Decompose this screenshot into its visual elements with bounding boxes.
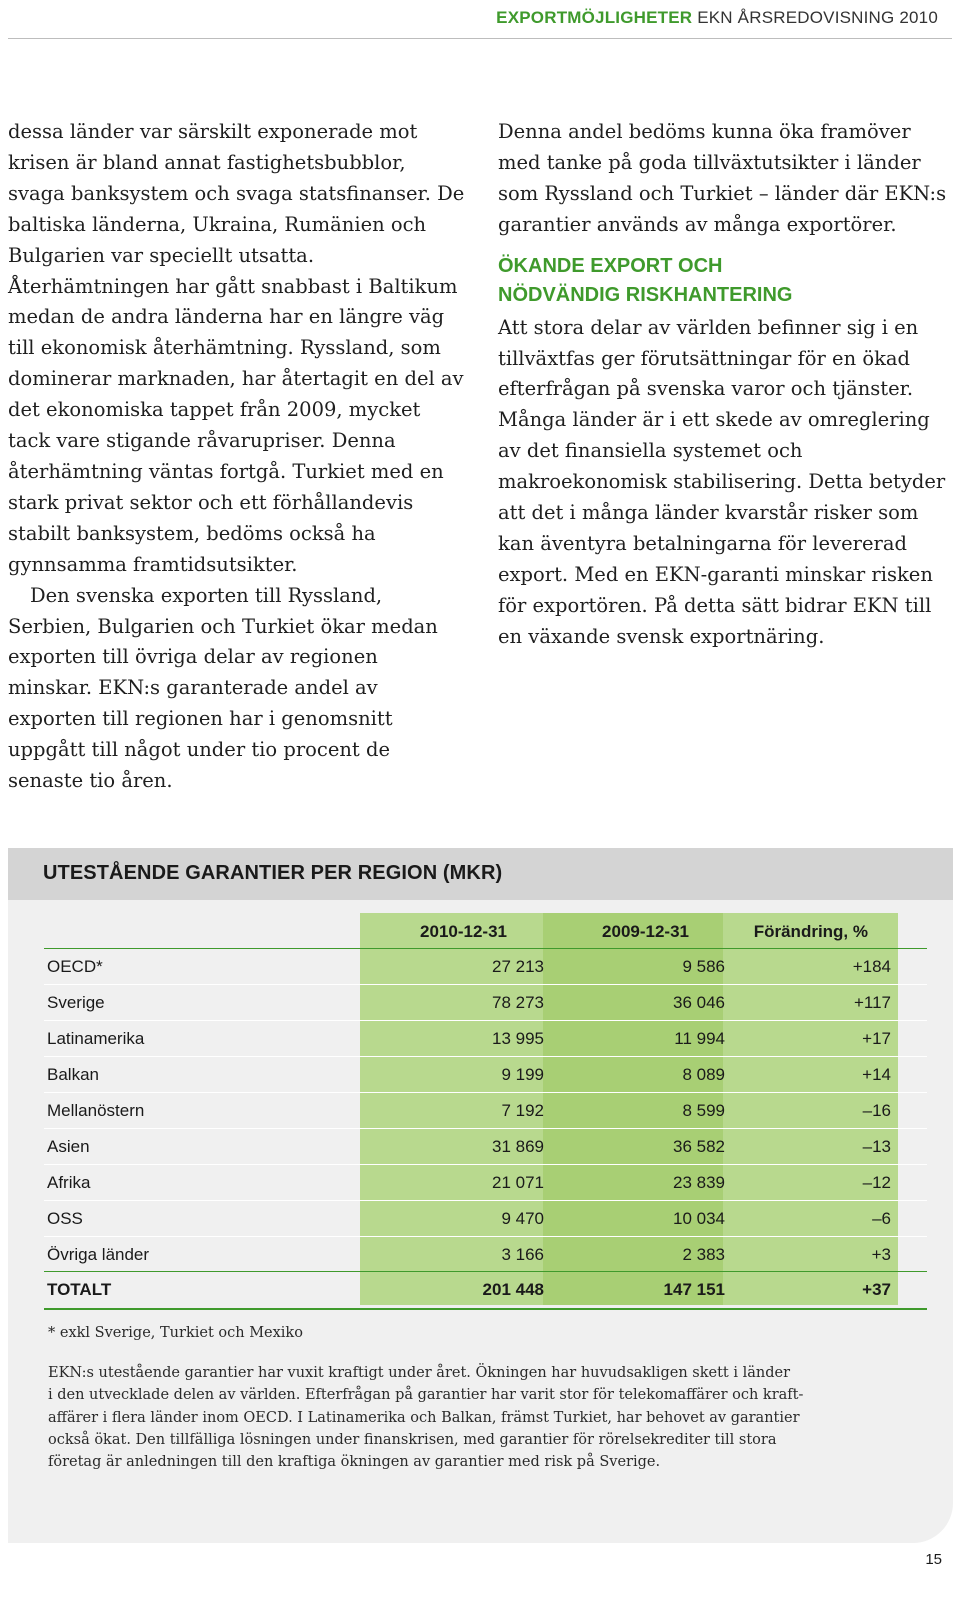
commentary-line: i den utvecklade delen av världen. Efterfrågan på garantier har varit stor för telekomaffärer och kraft-: [48, 1387, 804, 1404]
row-change: +117: [853, 993, 891, 1012]
page-number: 15: [925, 1551, 942, 1568]
column-header-change: Förändring, %: [753, 922, 868, 941]
table-commentary: [48, 1362, 908, 1473]
column-header-2010: 2010-12-31: [420, 922, 507, 941]
row-value-2010: 3 166: [501, 1245, 544, 1264]
commentary-line: affärer i flera länder inom OECD. I Latinamerika och Balkan, främst Turkiet, har behovet av garantier: [48, 1409, 800, 1426]
row-value-2010: 78 273: [492, 993, 544, 1012]
table-row: [44, 1020, 927, 1057]
guarantees-table-panel: [8, 848, 953, 1543]
header-rule: [8, 38, 952, 39]
row-label: OSS: [47, 1209, 83, 1228]
commentary-line: företag är anledningen till den kraftiga ökningen av garantier med risk på Sverige.: [48, 1454, 661, 1471]
row-value-2009: 10 034: [673, 1209, 725, 1228]
subheading-line-2: NÖDVÄNDIG RISKHANTERING: [498, 283, 793, 306]
row-value-2009: 23 839: [673, 1173, 725, 1192]
table-row: [44, 1092, 927, 1129]
row-label: OECD*: [47, 957, 103, 976]
row-value-2010: 13 995: [492, 1029, 544, 1048]
row-value-2010: 7 192: [501, 1101, 544, 1120]
total-change: +37: [862, 1280, 891, 1299]
table-row: [44, 1200, 927, 1237]
table-title: UTESTÅENDE GARANTIER PER REGION (MKR): [43, 862, 503, 884]
row-label: Övriga länder: [47, 1245, 150, 1264]
table-total-row: [44, 1271, 927, 1310]
left-paragraph-1: dessa länder var särskilt exponerade mot krisen är bland annat fastighetsbubblor, svaga banksystem och svaga statsfinanser. De baltiska länderna, Ukraina, Rumänien och Bulgarien var speciellt utsatta. Återhämtningen har gått snabbast i Baltikum medan de andra länderna har en längre väg till ekonomisk återhämtning. Ryssland, som dominerar marknaden, har återtagit en del av det ekonomiska tappet från 2009, mycket tack vare stigande råvarupriser. Denna återhämtning väntas fortgå. Turkiet med en stark privat sektor och ett förhållandevis stabilt banksystem, bedöms också ha gynnsamma framtidsutsikter.: [8, 120, 465, 576]
commentary-line: EKN:s utestående garantier har vuxit kraftigt under året. Ökningen har huvudsakligen skett i länder: [48, 1365, 791, 1381]
row-change: +3: [871, 1245, 891, 1264]
running-header: [496, 8, 938, 28]
row-value-2010: 27 213: [492, 957, 544, 976]
total-label: TOTALT: [47, 1280, 112, 1299]
commentary-line: också ökat. Den tillfälliga lösningen under finanskrisen, med garantier för rörelsekrediter till stora: [48, 1431, 777, 1448]
table-row: [44, 1128, 927, 1165]
total-value-2009: 147 151: [663, 1280, 725, 1299]
header-section: EXPORTMÖJLIGHETER: [496, 8, 693, 27]
right-text-column: [498, 117, 948, 653]
row-label: Balkan: [47, 1065, 99, 1084]
row-change: –12: [862, 1173, 891, 1192]
table-row: [44, 948, 927, 985]
row-label: Latinamerika: [47, 1029, 145, 1048]
right-paragraph-1: Denna andel bedöms kunna öka framöver med tanke på goda tillväxtutsikter i länder som Ryssland och Turkiet – länder där EKN:s garantier används av många exportörer.: [498, 120, 947, 236]
row-change: –6: [872, 1209, 891, 1228]
row-change: –13: [862, 1137, 891, 1156]
right-paragraph-2: Att stora delar av världen befinner sig i en tillväxtfas ger förutsättningar för en ökad efterfrågan på svenska varor och tjänster. Många länder är i ett skede av omreglering av det finansiella systemet och makroekonomisk stabilisering. Detta betyder att det i många länder kvarstår risker som kan äventyra betalningarna för levererad export. Med en EKN-garanti minskar risken för exportören. På detta sätt bidrar EKN till en växande svensk exportnäring.: [498, 315, 946, 648]
row-value-2010: 21 071: [492, 1173, 544, 1192]
table-footnote: * exkl Sverige, Turkiet och Mexiko: [48, 1325, 303, 1341]
total-value-2010: 201 448: [482, 1280, 544, 1299]
table-row: [44, 1056, 927, 1093]
row-value-2009: 8 599: [682, 1101, 725, 1120]
row-value-2009: 2 383: [682, 1245, 725, 1264]
row-value-2010: 9 199: [501, 1065, 544, 1084]
header-report: EKN ÅRSREDOVISNING 2010: [697, 8, 938, 27]
row-value-2009: 36 046: [673, 993, 725, 1012]
row-label: Sverige: [47, 993, 105, 1012]
row-label: Afrika: [47, 1173, 91, 1192]
subheading-line-1: ÖKANDE EXPORT OCH: [498, 254, 723, 277]
row-value-2010: 31 869: [492, 1137, 544, 1156]
row-change: –16: [862, 1101, 891, 1120]
table-row: [44, 1236, 927, 1273]
row-value-2009: 36 582: [673, 1137, 725, 1156]
row-value-2009: 9 586: [682, 957, 725, 976]
left-text-column: [8, 117, 468, 797]
table-row: [44, 1164, 927, 1201]
column-header-2009: 2009-12-31: [602, 922, 689, 941]
row-change: +184: [852, 957, 891, 976]
left-paragraph-2: Den svenska exporten till Ryssland, Serbien, Bulgarien och Turkiet ökar medan exporten till övriga delar av regionen minskar. EKN:s garanterade andel av exporten till regionen har i genomsnitt uppgått till något under tio procent de senaste tio åren.: [8, 583, 438, 793]
row-label: Asien: [47, 1137, 90, 1156]
table-row: [44, 984, 927, 1021]
row-value-2010: 9 470: [501, 1209, 544, 1228]
row-value-2009: 8 089: [682, 1065, 725, 1084]
row-value-2009: 11 994: [674, 1029, 725, 1048]
row-label: Mellanöstern: [47, 1101, 145, 1120]
row-change: +17: [862, 1029, 891, 1048]
row-change: +14: [862, 1065, 891, 1084]
section-subheading: [498, 252, 948, 310]
